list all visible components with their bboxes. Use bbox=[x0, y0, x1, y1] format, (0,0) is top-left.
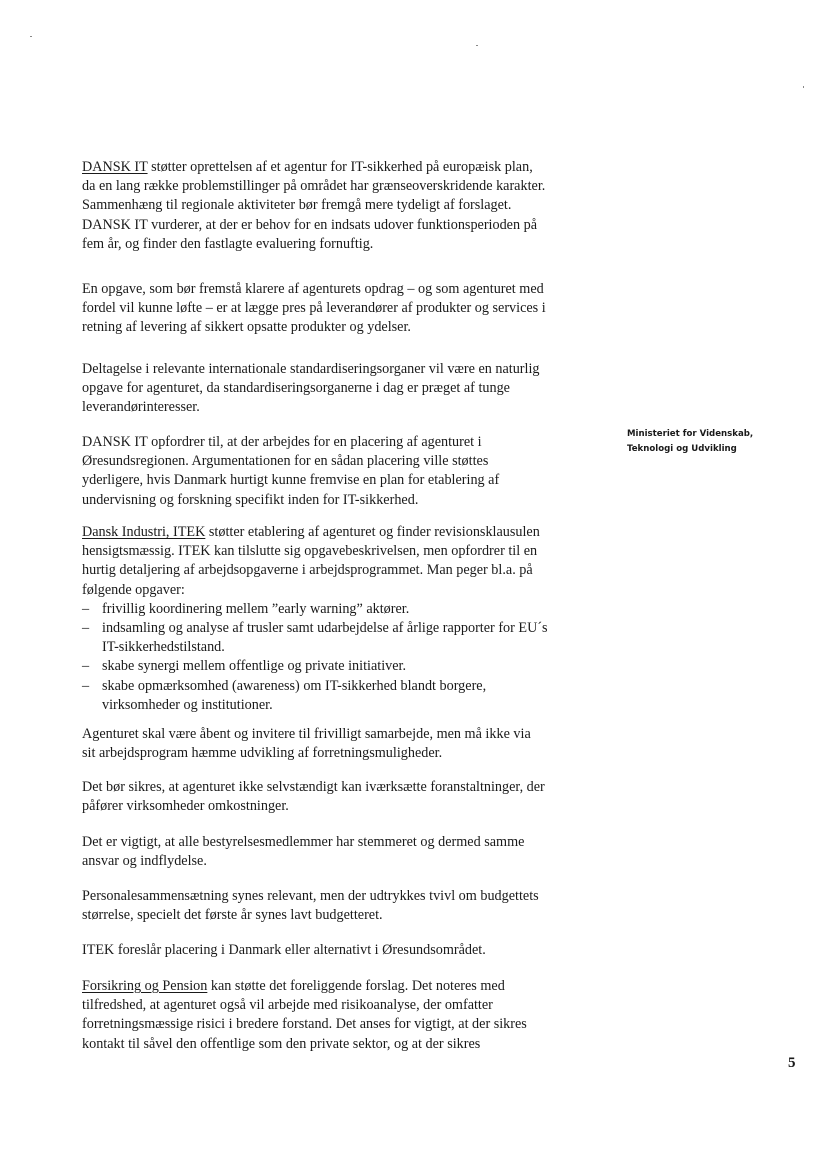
scan-speck bbox=[476, 45, 478, 46]
paragraph-voting-rights: Det er vigtigt, at alle bestyrelsesmedlemmer har stemmeret og dermed samme ansvar og indflydelse. bbox=[82, 834, 525, 870]
paragraph-dansk-industri: Dansk Industri, ITEK støtter etablering af agenturet og finder revisionsklausulen hensigtsmæssig. ITEK kan tilslutte sig opgavebeskrivelsen, men opfordrer til en hurtig detaljering af arbejdsopgaverne i arbejdsprogrammet. Man peger bl.a. på følgende opgaver: – frivillig koordinering mellem ”early warning” aktører. – indsamling og analyse af trusler samt udarbejdelse af årlige rapporter for EU´s IT-sikkerhedstilstand. – skabe synergi mellem offentlige og private initiativer. – skabe opmærksomhed (awareness) om IT-sikkerhed blandt borgere, virksomheder og institutioner. bbox=[82, 523, 602, 715]
org-name-forsikring-pension: Forsikring og Pension bbox=[82, 978, 208, 994]
list-item: – indsamling og analyse af trusler samt udarbejdelse af årlige rapporter for EU´s IT-sikkerhedstilstand. bbox=[82, 620, 548, 656]
paragraph-dansk-it-support: DANSK IT støtter oprettelsen af et agentur for IT-sikkerhed på europæisk plan, da en lang række problemstillinger på området har grænseoverskridende karakter. Sammenhæng til regionale aktiviteter bør fremgå mere tydeligt af forslaget. DANSK IT vurderer, at der er behov for en indsats udover funktionsperioden på fem år, og finder den fastlagte evaluering fornuftig. bbox=[82, 159, 546, 252]
paragraph-oresund-placement: DANSK IT opfordrer til, at der arbejdes for en placering af agenturet i Øresundsregionen. Argumentationen for en sådan placering ville støttes yderligere, hvis Danmark hurtigt kunne fremvise en plan for etablering af undervisning og forskning specifikt inden for IT-sikkerhed. bbox=[82, 434, 500, 508]
scan-speck bbox=[30, 36, 32, 37]
paragraph-agency-task: En opgave, som bør fremstå klarere af agenturets opdrag – og som agenturet med fordel vil kunne løfte – er at lægge pres på leverandører af produkter og services i retning af levering af sikkert opsatte produkter og ydelser. bbox=[82, 281, 546, 336]
paragraph-itek-placement: ITEK foreslår placering i Danmark eller alternativt i Øresundsområdet. bbox=[82, 942, 486, 958]
scan-speck bbox=[803, 86, 804, 88]
list-item: – skabe synergi mellem offentlige og private initiativer. bbox=[82, 658, 407, 675]
paragraph-forsikring-pension: Forsikring og Pension kan støtte det foreliggende forslag. Det noteres med tilfredshed, at agenturet også vil arbejde med risikoanalyse, der omfatter forretningsmæssige risici i bredere forstand. Det anses for vigtigt, at der sikres kontakt til såvel den offentlige som den private sektor, og at der sikres bbox=[82, 978, 527, 1052]
page-number: 5 bbox=[788, 1055, 796, 1071]
ministry-sidebar-label: Ministeriet for Videnskab, Teknologi og Udvikling bbox=[627, 429, 754, 454]
paragraph-budget: Personalesammensætning synes relevant, men der udtrykkes tvivl om budgettets størrelse, specielt det første år synes lavt budgetteret. bbox=[82, 888, 539, 924]
paragraph-no-costs: Det bør sikres, at agenturet ikke selvstændigt kan iværksætte foranstaltninger, der påfører virksomheder omkostninger. bbox=[82, 779, 545, 815]
list-item: – frivillig koordinering mellem ”early warning” aktører. bbox=[82, 600, 410, 617]
org-name-dansk-it: DANSK IT bbox=[82, 159, 148, 175]
list-item: – skabe opmærksomhed (awareness) om IT-sikkerhed blandt borgere, virksomheder og institutioner. bbox=[82, 677, 487, 713]
paragraph-voluntary-cooperation: Agenturet skal være åbent og invitere til frivilligt samarbejde, men må ikke via sit arbejdsprogram hæmme udvikling af forretningsmuligheder. bbox=[82, 726, 531, 762]
org-name-dansk-industri-itek: Dansk Industri, ITEK bbox=[82, 524, 206, 540]
paragraph-standardisation: Deltagelse i relevante internationale standardiseringsorganer vil være en naturlig opgave for agenturet, da standardiseringsorganerne i dag er præget af tunge leverandørinteresser. bbox=[82, 361, 540, 416]
